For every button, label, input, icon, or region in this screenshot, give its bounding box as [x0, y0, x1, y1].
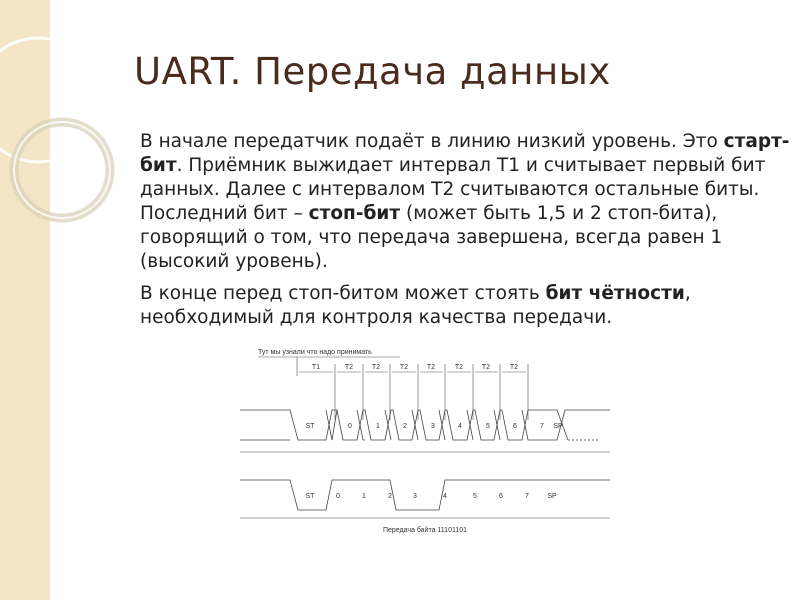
bit-label-1: 1: [376, 423, 380, 430]
bit-label-4: 4: [458, 423, 462, 430]
byte-label-7: 7: [525, 493, 529, 500]
byte-label-2: 2: [388, 493, 392, 500]
term-start-bit: старт-бит: [140, 131, 790, 176]
byte-label-sp: SP: [547, 493, 557, 500]
bit-label-6: 6: [513, 423, 517, 430]
interval-label-t1: T1: [311, 364, 321, 371]
byte-label-0: 0: [336, 493, 340, 500]
interval-label-t2: T2: [399, 364, 409, 371]
interval-label-t2: T2: [344, 364, 354, 371]
slide-body: [140, 130, 790, 338]
interval-label-t2: T2: [371, 364, 381, 371]
interval-label-t2: T2: [426, 364, 436, 371]
bit-label-sp: SP: [553, 423, 563, 430]
bit-label-3: 3: [431, 423, 435, 430]
diagram-bottom-caption: Передача байта 11101101: [382, 527, 468, 534]
byte-label-6: 6: [499, 493, 503, 500]
paragraph-start-stop-bits: В начале передатчик подаёт в линию низкий уровень. Это старт-бит. Приёмник выжидает интервал Т1 и считывает первый бит данных. Далее с интервалом Т2 считываются остальные биты. Последний бит – стоп-бит (может быть 1,5 и 2 стоп-бита), говорящий о том, что передача завершена, всегда равен 1 (высокий уровень).: [140, 131, 790, 272]
interval-label-t2: T2: [509, 364, 519, 371]
interval-labels: [312, 364, 518, 371]
term-parity-bit: бит чётности: [545, 283, 685, 304]
bit-label-st: ST: [305, 423, 315, 430]
slide-title: UART. Передача данных: [134, 50, 611, 93]
bit-label-2: 2: [403, 423, 407, 430]
uart-timing-diagram: [240, 340, 610, 540]
paragraph-parity-bit: В конце перед стоп-битом может стоять бит чётности, необходимый для контроля качества передачи.: [140, 283, 691, 328]
byte-label-4: 4: [443, 493, 447, 500]
bit-label-0: 0: [348, 423, 352, 430]
generic-frame-waveform: [240, 410, 610, 452]
left-decorative-band: [0, 0, 50, 600]
diagram-top-caption: Тут мы узнали что надо принимать: [258, 349, 372, 356]
interval-label-t2: T2: [454, 364, 464, 371]
bit-label-5: 5: [486, 423, 490, 430]
byte-label-3: 3: [413, 493, 417, 500]
interval-label-t2: T2: [481, 364, 491, 371]
byte-label-5: 5: [473, 493, 477, 500]
byte-label-1: 1: [362, 493, 366, 500]
byte-example-labels: [306, 493, 557, 500]
term-stop-bit: стоп-бит: [308, 203, 401, 224]
bit-label-7: 7: [540, 423, 544, 430]
byte-label-st: ST: [305, 493, 315, 500]
